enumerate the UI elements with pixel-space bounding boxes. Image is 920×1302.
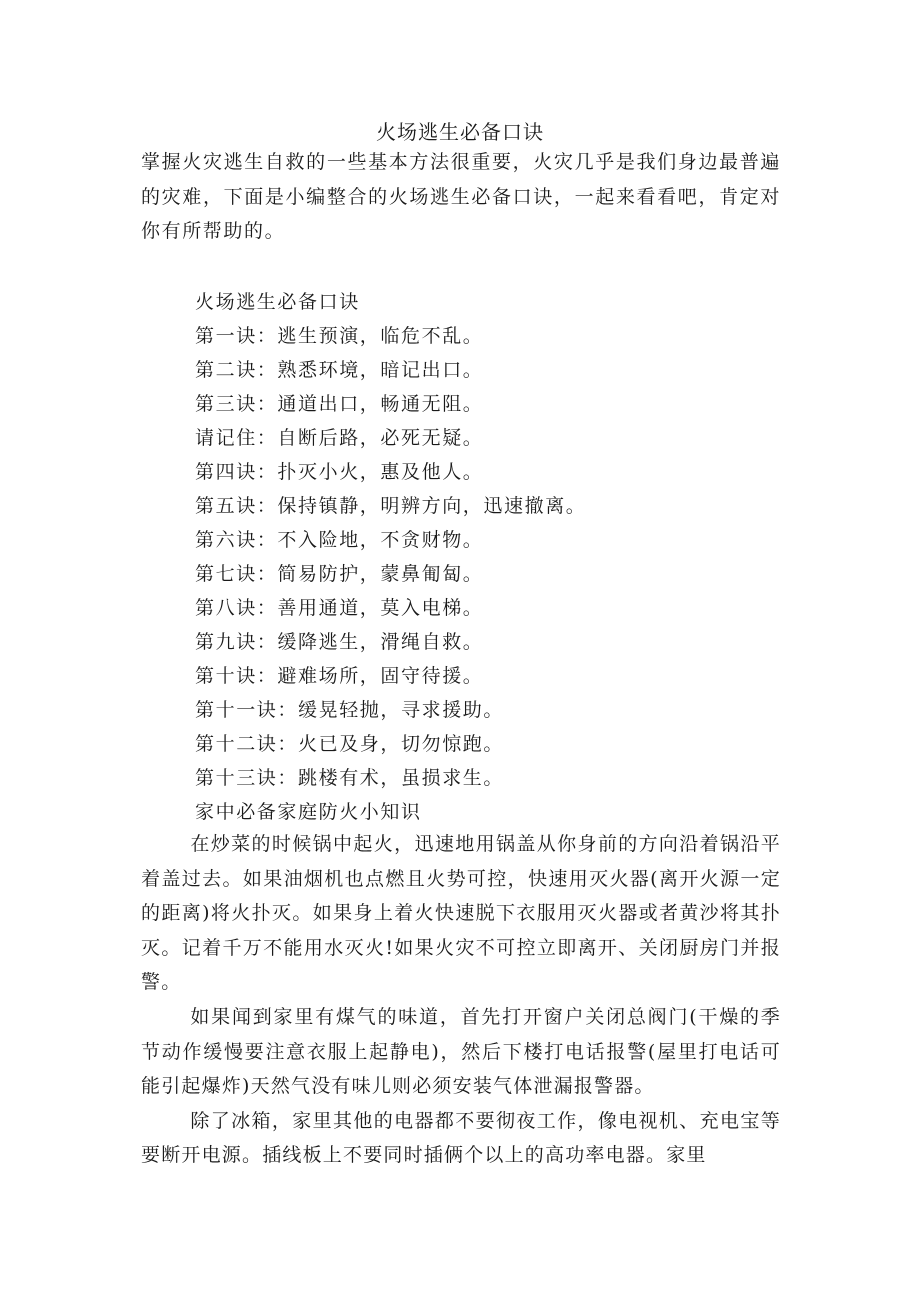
list-item: 第十二诀：火已及身，切勿惊跑。 — [195, 733, 505, 755]
list-item: 第十一诀：缓晃轻抛，寻求援助。 — [195, 699, 505, 721]
mnemonic-list — [195, 285, 785, 829]
list-item: 第五诀：保持镇静，明辨方向，迅速撤离。 — [195, 495, 587, 517]
list-item: 第一诀：逃生预演，临危不乱。 — [195, 325, 484, 347]
section-heading: 家中必备家庭防火小知识 — [195, 801, 422, 823]
list-item: 第十诀：避难场所，固守待援。 — [195, 665, 484, 687]
body-paragraph: 在炒菜的时候锅中起火，迅速地用锅盖从你身前的方向沿着锅沿平着盖过去。如果油烟机也点燃且火势可控，快速用灭火器(离开火源一定的距离)将火扑灭。如果身上着火快速脱下衣服用灭火器或者黄沙将其扑灭。记着千万不能用水灭火!如果火灾不可控立即离开、关闭厨房门并报警。 — [141, 833, 781, 994]
list-item: 第六诀：不入险地，不贪财物。 — [195, 529, 484, 551]
list-item: 请记住：自断后路，必死无疑。 — [195, 427, 484, 449]
list-item: 第九诀：缓降逃生，滑绳自救。 — [195, 631, 484, 653]
body-text — [141, 827, 781, 1173]
list-item: 第八诀：善用通道，莫入电梯。 — [195, 597, 484, 619]
list-item: 第七诀：简易防护，蒙鼻匍匐。 — [195, 563, 484, 585]
body-paragraph: 如果闻到家里有煤气的味道，首先打开窗户关闭总阀门(干燥的季节动作缓慢要注意衣服上起静电)，然后下楼打电话报警(屋里打电话可能引起爆炸)天然气没有味儿则必须安装气体泄漏报警器。 — [141, 1005, 781, 1098]
list-item: 第十三诀：跳楼有术，虽损求生。 — [195, 767, 505, 789]
list-item: 第二诀：熟悉环境，暗记出口。 — [195, 359, 484, 381]
body-paragraph: 除了冰箱，家里其他的电器都不要彻夜工作，像电视机、充电宝等要断开电源。插线板上不要同时插俩个以上的高功率电器。家里 — [141, 1109, 781, 1167]
list-item: 第三诀：通道出口，畅通无阻。 — [195, 393, 484, 415]
document-title: 火场逃生必备口诀 — [376, 120, 544, 144]
list-heading: 火场逃生必备口诀 — [195, 291, 360, 313]
intro-paragraph: 掌握火灾逃生自救的一些基本方法很重要，火灾几乎是我们身边最普遍的灾难，下面是小编整合的火场逃生必备口诀，一起来看看吧，肯定对你有所帮助的。 — [141, 151, 781, 242]
list-item: 第四诀：扑灭小火，惠及他人。 — [195, 461, 484, 483]
